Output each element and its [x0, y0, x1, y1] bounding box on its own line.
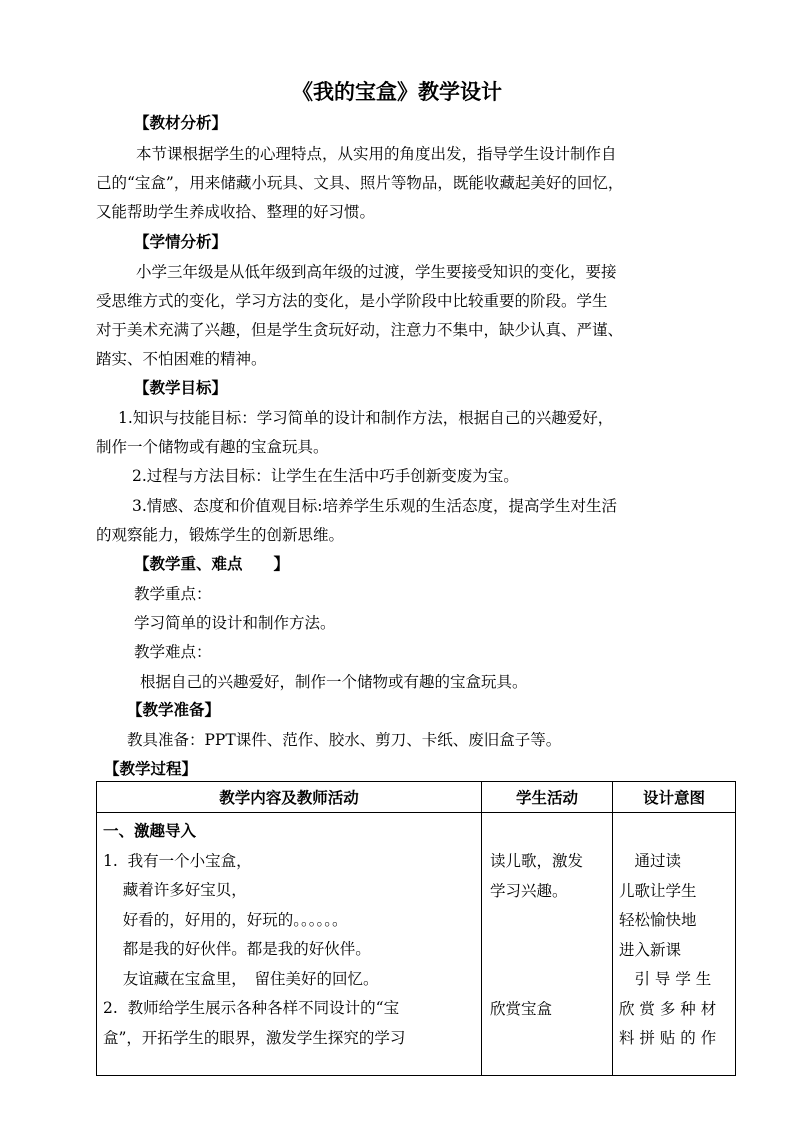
teacher-activity-cell: [97, 813, 482, 1076]
header-teacher-activity: 教学内容及教师活动: [97, 782, 482, 813]
heading-material-analysis: 【教材分析】: [134, 114, 228, 132]
heading-student-analysis: 【学情分析】: [134, 233, 228, 251]
cell-line: 轻松愉快地: [619, 911, 697, 929]
keypoint-line: 根据自己的兴趣爱好，制作一个储物或有趣的宝盒玩具。: [140, 673, 528, 691]
paragraph-line: 受思维方式的变化，学习方法的变化，是小学阶段中比较重要的阶段。学生: [96, 292, 608, 310]
heading-teaching-goals: 【教学目标】: [134, 379, 228, 397]
cell-line: 欣赏宝盒: [490, 999, 553, 1018]
cell-line: [490, 965, 612, 995]
cell-line: 2. 教师给学生展示各种各样不同设计的“宝: [103, 999, 400, 1017]
table-row: [97, 813, 736, 1076]
goal-line: 的观察能力，锻炼学生的创新思维。: [96, 526, 345, 544]
cell-line: 藏着许多好宝贝，: [103, 881, 247, 899]
cell-line: 进入新课: [619, 940, 682, 959]
keypoint-line: 教学难点：: [134, 643, 212, 661]
cell-line: 儿歌让学生: [619, 881, 697, 900]
cell-line: 都是我的好伙伴。都是我的好伙伴。: [103, 940, 371, 958]
cell-line: 引 导 学 生: [619, 970, 712, 988]
document-title: 《我的宝盒》教学设计: [292, 80, 502, 104]
heading-key-points: 【教学重、难点 】: [134, 555, 290, 573]
section-title: 一、激趣导入: [103, 822, 197, 840]
goal-line: 3.情感、态度和价值观目标:培养学生乐观的生活态度，提高学生对生活: [132, 497, 618, 515]
cell-line: 欣 赏 多 种 材: [619, 999, 717, 1018]
cell-line: 友谊藏在宝盒里， 留住美好的回忆。: [103, 969, 379, 988]
table-header-row: [97, 782, 736, 813]
paragraph-line: 对于美术充满了兴趣，但是学生贪玩好动，注意力不集中，缺少认真、严谨、: [96, 321, 624, 339]
header-design-intent: 设计意图: [613, 782, 736, 813]
cell-line: 好看的，好用的，好玩的。。。。。。: [103, 910, 348, 929]
cell-line: 通过读: [619, 852, 682, 870]
paragraph-line: 己的“宝盒”，用来储藏小玩具、文具、照片等物品，既能收藏起美好的回忆，: [96, 174, 624, 192]
cell-line: 1. 我有一个小宝盒，: [103, 851, 252, 870]
cell-line: 学习兴趣。: [490, 881, 568, 900]
goal-line: 2.过程与方法目标：让学生在生活中巧手创新变废为宝。: [132, 467, 519, 485]
paragraph-line: 本节课根据学生的心理特点，从实用的角度出发，指导学生设计制作自: [136, 145, 617, 163]
cell-line: [490, 936, 612, 966]
cell-line: 盒”，开拓学生的眼界，激发学生探究的学习: [103, 1028, 406, 1047]
paragraph-line: 踏实、不怕困难的精神。: [96, 350, 267, 368]
student-activity-cell: [482, 813, 613, 1076]
heading-teaching-process: 【教学过程】: [104, 760, 198, 778]
cell-line: 读儿歌，激发: [490, 852, 584, 870]
header-student-activity: 学生活动: [482, 782, 613, 813]
goal-line: 制作一个储物或有趣的宝盒玩具。: [96, 438, 329, 456]
keypoint-line: 教学重点：: [134, 585, 212, 603]
goal-line: 1.知识与技能目标：学习简单的设计和制作方法，根据自己的兴趣爱好，: [118, 409, 614, 427]
cell-line: [490, 906, 612, 936]
paragraph-line: 又能帮助学生养成收拾、整理的好习惯。: [96, 203, 376, 221]
heading-teaching-prep: 【教学准备】: [127, 701, 221, 719]
process-table: [96, 781, 736, 1076]
design-intent-cell: [613, 813, 736, 1076]
prep-line: 教具准备：PPT课件、范作、胶水、剪刀、卡纸、废旧盒子等。: [127, 731, 562, 749]
cell-line: 料 拼 贴 的 作: [619, 1029, 717, 1047]
keypoint-line: 学习简单的设计和制作方法。: [134, 614, 336, 632]
paragraph-line: 小学三年级是从低年级到高年级的过渡，学生要接受知识的变化，要接: [136, 263, 617, 281]
